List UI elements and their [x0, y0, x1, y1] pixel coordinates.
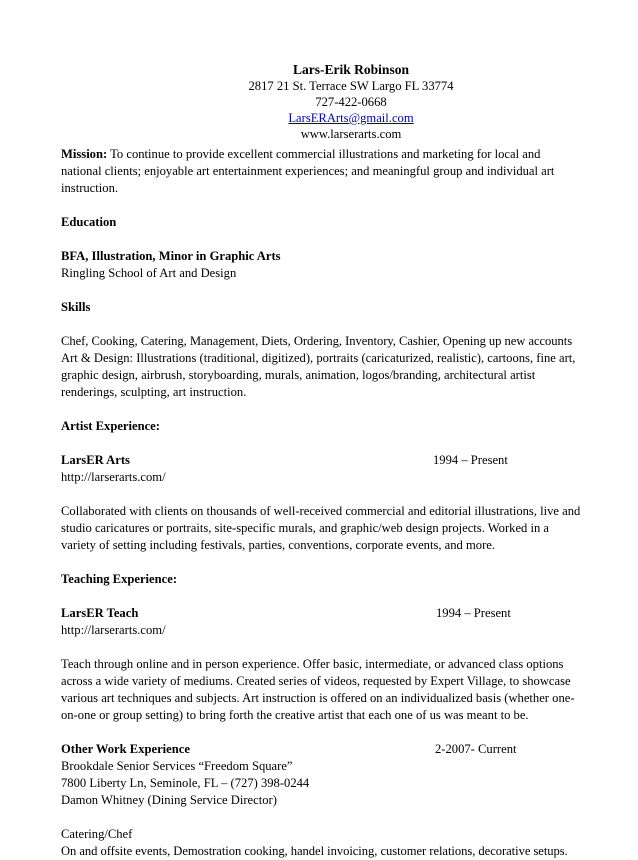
website: www.larserarts.com: [300, 127, 402, 141]
skills-line-1: Chef, Cooking, Catering, Management, Diets, Ordering, Inventory, Cashier, Opening up new accounts: [61, 334, 573, 348]
phone: 727-422-0668: [315, 95, 387, 109]
teaching-url: http://larserarts.com/: [61, 623, 166, 637]
other-employer: Brookdale Senior Services “Freedom Square”: [61, 759, 293, 773]
artist-experience-heading: Artist Experience:: [61, 419, 160, 433]
address: 2817 21 St. Terrace SW Largo FL 33774: [248, 79, 454, 93]
other-duties: On and offsite events, Demostration cooking, handel invoicing, customer relations, decorative setups.: [61, 844, 568, 858]
mission-label: Mission:: [61, 147, 108, 161]
resume-header: [121, 61, 581, 142]
school: Ringling School of Art and Design: [61, 266, 237, 280]
other-work-dates: 2-2007- Current: [435, 742, 517, 756]
skills-line-2: Art & Design: Illustrations (traditional, digitized), portraits (caricaturized, realistic), cartoons, fine art, graphic design, airbrush, storyboarding, murals, animation, logos/branding, architectural artist renderings, sculpting, art instruction.: [61, 351, 576, 399]
teaching-job-row: [61, 605, 581, 622]
skills-heading: Skills: [61, 300, 91, 314]
email-link[interactable]: LarsERArts@gmail.com: [288, 111, 414, 125]
artist-company: LarsER Arts: [61, 453, 130, 467]
artist-url: http://larserarts.com/: [61, 470, 166, 484]
other-work-row: [61, 741, 581, 758]
teaching-description: Teach through online and in person experience. Offer basic, intermediate, or advanced class options across a wide variety of mediums. Created series of videos, requested by Expert Village, to showcase various art techniques and subjects. Art instruction is offered on an individualized basis (whether one-on-one or group setting) to bring forth the creative artist that each one of us was meant to be.: [61, 657, 575, 722]
degree: BFA, Illustration, Minor in Graphic Arts: [61, 249, 281, 263]
other-contact: Damon Whitney (Dining Service Director): [61, 793, 277, 807]
resume-page: [61, 61, 581, 860]
mission-statement: [61, 146, 581, 197]
teaching-company: LarsER Teach: [61, 606, 139, 620]
education-heading: Education: [61, 215, 117, 229]
teaching-experience-heading: Teaching Experience:: [61, 572, 178, 586]
teaching-dates: 1994 – Present: [436, 606, 511, 620]
mission-text: To continue to provide excellent commercial illustrations and marketing for local and national clients; enjoyable art entertainment experiences; and meaningful group and individual art instruction.: [61, 147, 555, 195]
artist-description: Collaborated with clients on thousands of well-received commercial and editorial illustrations, live and studio caricatures or portraits, site-specific murals, and graphic/web design projects. Worked in a variety of setting including festivals, parties, conventions, corporate events, and more.: [61, 504, 581, 552]
artist-job-row: [61, 452, 581, 469]
other-address: 7800 Liberty Ln, Seminole, FL – (727) 398-0244: [61, 776, 310, 790]
applicant-name: Lars-Erik Robinson: [293, 62, 409, 77]
other-work-heading: Other Work Experience: [61, 742, 190, 756]
artist-dates: 1994 – Present: [433, 453, 508, 467]
other-role: Catering/Chef: [61, 827, 133, 841]
